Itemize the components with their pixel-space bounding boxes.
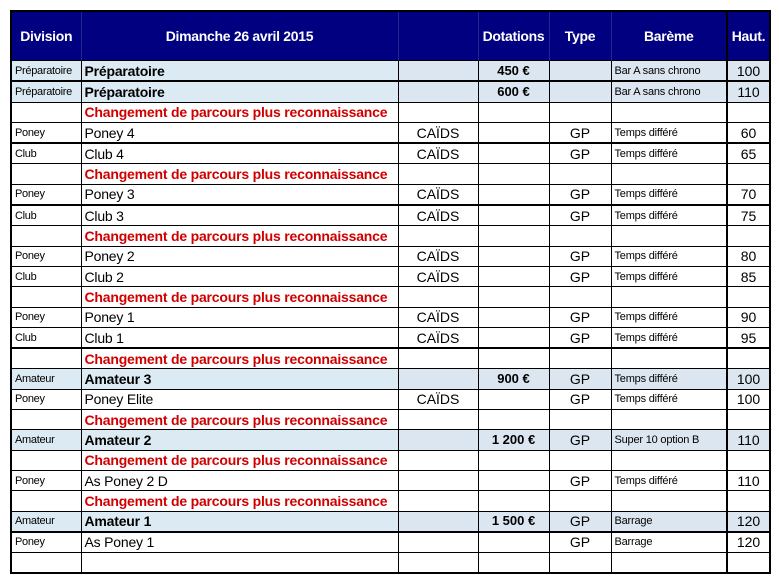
hauteur-cell: 70: [727, 184, 770, 205]
table-row: [11, 389, 770, 409]
dotation-cell: [478, 102, 549, 122]
epreuve-cell: Club 4: [81, 143, 398, 164]
hauteur-cell: 110: [727, 81, 770, 102]
division-cell: Poney: [11, 470, 81, 490]
categorie-cell: CAÏDS: [398, 122, 478, 143]
categorie-cell: CAÏDS: [398, 246, 478, 266]
type-cell: [549, 164, 611, 184]
epreuve-cell: Club 1: [81, 327, 398, 348]
dotation-cell: [478, 553, 549, 574]
hauteur-cell: 85: [727, 266, 770, 286]
hauteur-cell: 65: [727, 143, 770, 164]
division-cell: Amateur: [11, 430, 81, 450]
hauteur-cell: 60: [727, 122, 770, 143]
header-dotations: Dotations: [478, 11, 549, 61]
categorie-cell: CAÏDS: [398, 266, 478, 286]
dotation-cell: [478, 307, 549, 327]
hauteur-cell: [727, 491, 770, 511]
categorie-cell: [398, 450, 478, 470]
header-row: [11, 11, 770, 61]
dotation-cell: [478, 410, 549, 430]
type-cell: [549, 491, 611, 511]
bareme-cell: Bar A sans chrono: [611, 61, 727, 82]
schedule-table: [10, 10, 771, 574]
type-cell: [549, 553, 611, 574]
division-cell: Poney: [11, 389, 81, 409]
epreuve-cell: Changement de parcours plus reconnaissance: [81, 164, 398, 184]
course-change-row: [11, 226, 770, 246]
type-cell: GP: [549, 266, 611, 286]
dotation-cell: 1 200 €: [478, 430, 549, 450]
type-cell: [549, 287, 611, 307]
dotation-cell: [478, 226, 549, 246]
header-bareme: Barème: [611, 11, 727, 61]
bareme-cell: Temps différé: [611, 307, 727, 327]
table-row: [11, 266, 770, 286]
dotation-cell: [478, 389, 549, 409]
epreuve-cell: [81, 553, 398, 574]
hauteur-cell: [727, 410, 770, 430]
epreuve-cell: Club 2: [81, 266, 398, 286]
hauteur-cell: [727, 226, 770, 246]
division-cell: Club: [11, 143, 81, 164]
bareme-cell: Temps différé: [611, 143, 727, 164]
hauteur-cell: 100: [727, 61, 770, 82]
categorie-cell: [398, 470, 478, 490]
division-cell: [11, 491, 81, 511]
type-cell: GP: [549, 184, 611, 205]
hauteur-cell: 110: [727, 470, 770, 490]
type-cell: GP: [549, 511, 611, 532]
division-cell: [11, 287, 81, 307]
division-cell: [11, 348, 81, 369]
dotation-cell: [478, 184, 549, 205]
epreuve-cell: Poney Elite: [81, 389, 398, 409]
type-cell: GP: [549, 470, 611, 490]
type-cell: GP: [549, 532, 611, 553]
bareme-cell: Temps différé: [611, 122, 727, 143]
categorie-cell: [398, 226, 478, 246]
categorie-cell: CAÏDS: [398, 389, 478, 409]
hauteur-cell: 75: [727, 205, 770, 226]
dotation-cell: 450 €: [478, 61, 549, 82]
dotation-cell: [478, 450, 549, 470]
schedule-body: [11, 61, 770, 574]
bareme-cell: [611, 491, 727, 511]
division-cell: Préparatoire: [11, 61, 81, 82]
course-change-row: [11, 102, 770, 122]
dotation-cell: [478, 246, 549, 266]
hauteur-cell: 100: [727, 389, 770, 409]
division-cell: Poney: [11, 122, 81, 143]
epreuve-cell: Changement de parcours plus reconnaissance: [81, 410, 398, 430]
division-cell: [11, 226, 81, 246]
bareme-cell: Bar A sans chrono: [611, 81, 727, 102]
type-cell: GP: [549, 205, 611, 226]
bareme-cell: [611, 553, 727, 574]
header-haut: Haut.: [727, 11, 770, 61]
bareme-cell: Temps différé: [611, 369, 727, 389]
epreuve-cell: Club 3: [81, 205, 398, 226]
epreuve-cell: Poney 4: [81, 122, 398, 143]
division-cell: Poney: [11, 532, 81, 553]
dotation-cell: [478, 122, 549, 143]
categorie-cell: [398, 553, 478, 574]
table-row: [11, 470, 770, 490]
bareme-cell: Temps différé: [611, 389, 727, 409]
type-cell: GP: [549, 389, 611, 409]
bareme-cell: [611, 287, 727, 307]
dotation-cell: 900 €: [478, 369, 549, 389]
course-change-row: [11, 164, 770, 184]
division-cell: Club: [11, 327, 81, 348]
categorie-cell: [398, 491, 478, 511]
table-row: [11, 511, 770, 532]
table-row: [11, 205, 770, 226]
type-cell: GP: [549, 369, 611, 389]
division-cell: [11, 553, 81, 574]
epreuve-cell: Poney 1: [81, 307, 398, 327]
course-change-row: [11, 410, 770, 430]
type-cell: GP: [549, 246, 611, 266]
epreuve-cell: Amateur 3: [81, 369, 398, 389]
bareme-cell: [611, 410, 727, 430]
dotation-cell: [478, 491, 549, 511]
dotation-cell: [478, 532, 549, 553]
bareme-cell: Temps différé: [611, 184, 727, 205]
epreuve-cell: Changement de parcours plus reconnaissance: [81, 102, 398, 122]
hauteur-cell: [727, 164, 770, 184]
header-date: Dimanche 26 avril 2015: [81, 11, 398, 61]
type-cell: GP: [549, 327, 611, 348]
hauteur-cell: 100: [727, 369, 770, 389]
bareme-cell: Temps différé: [611, 327, 727, 348]
epreuve-cell: Amateur 2: [81, 430, 398, 450]
type-cell: [549, 61, 611, 82]
division-cell: [11, 410, 81, 430]
bareme-cell: [611, 226, 727, 246]
type-cell: [549, 102, 611, 122]
epreuve-cell: Poney 3: [81, 184, 398, 205]
header-type: Type: [549, 11, 611, 61]
bareme-cell: [611, 164, 727, 184]
bareme-cell: Super 10 option B: [611, 430, 727, 450]
type-cell: [549, 81, 611, 102]
course-change-row: [11, 491, 770, 511]
division-cell: Poney: [11, 184, 81, 205]
epreuve-cell: Changement de parcours plus reconnaissance: [81, 450, 398, 470]
table-row: [11, 430, 770, 450]
header-category: [398, 11, 478, 61]
header-division: Division: [11, 11, 81, 61]
hauteur-cell: 120: [727, 511, 770, 532]
table-row: [11, 81, 770, 102]
hauteur-cell: [727, 287, 770, 307]
hauteur-cell: 120: [727, 532, 770, 553]
hauteur-cell: 95: [727, 327, 770, 348]
course-change-row: [11, 450, 770, 470]
categorie-cell: CAÏDS: [398, 143, 478, 164]
categorie-cell: [398, 532, 478, 553]
categorie-cell: [398, 102, 478, 122]
division-cell: Amateur: [11, 511, 81, 532]
division-cell: [11, 450, 81, 470]
division-cell: [11, 102, 81, 122]
bareme-cell: Temps différé: [611, 246, 727, 266]
bareme-cell: Temps différé: [611, 470, 727, 490]
epreuve-cell: Changement de parcours plus reconnaissance: [81, 287, 398, 307]
epreuve-cell: Préparatoire: [81, 61, 398, 82]
hauteur-cell: [727, 348, 770, 369]
table-row: [11, 369, 770, 389]
table-row: [11, 184, 770, 205]
categorie-cell: CAÏDS: [398, 327, 478, 348]
hauteur-cell: [727, 450, 770, 470]
bareme-cell: Barrage: [611, 511, 727, 532]
epreuve-cell: Changement de parcours plus reconnaissance: [81, 348, 398, 369]
categorie-cell: CAÏDS: [398, 307, 478, 327]
dotation-cell: [478, 266, 549, 286]
epreuve-cell: Préparatoire: [81, 81, 398, 102]
division-cell: [11, 164, 81, 184]
dotation-cell: [478, 287, 549, 307]
course-change-row: [11, 287, 770, 307]
hauteur-cell: 80: [727, 246, 770, 266]
categorie-cell: CAÏDS: [398, 184, 478, 205]
bareme-cell: [611, 450, 727, 470]
categorie-cell: [398, 81, 478, 102]
dotation-cell: 600 €: [478, 81, 549, 102]
type-cell: [549, 410, 611, 430]
categorie-cell: [398, 164, 478, 184]
division-cell: Poney: [11, 307, 81, 327]
division-cell: Club: [11, 205, 81, 226]
table-row: [11, 143, 770, 164]
division-cell: Amateur: [11, 369, 81, 389]
hauteur-cell: [727, 553, 770, 574]
dotation-cell: [478, 143, 549, 164]
categorie-cell: [398, 348, 478, 369]
type-cell: GP: [549, 430, 611, 450]
type-cell: [549, 348, 611, 369]
epreuve-cell: As Poney 1: [81, 532, 398, 553]
division-cell: Club: [11, 266, 81, 286]
dotation-cell: [478, 205, 549, 226]
epreuve-cell: Changement de parcours plus reconnaissance: [81, 226, 398, 246]
categorie-cell: [398, 61, 478, 82]
epreuve-cell: Amateur 1: [81, 511, 398, 532]
categorie-cell: [398, 287, 478, 307]
table-row: [11, 327, 770, 348]
categorie-cell: [398, 430, 478, 450]
epreuve-cell: As Poney 2 D: [81, 470, 398, 490]
hauteur-cell: 110: [727, 430, 770, 450]
table-row: [11, 246, 770, 266]
dotation-cell: [478, 470, 549, 490]
bareme-cell: [611, 102, 727, 122]
type-cell: GP: [549, 307, 611, 327]
type-cell: GP: [549, 143, 611, 164]
type-cell: [549, 450, 611, 470]
categorie-cell: CAÏDS: [398, 205, 478, 226]
type-cell: GP: [549, 122, 611, 143]
table-row: [11, 61, 770, 82]
categorie-cell: [398, 511, 478, 532]
hauteur-cell: [727, 102, 770, 122]
epreuve-cell: Changement de parcours plus reconnaissance: [81, 491, 398, 511]
bareme-cell: Temps différé: [611, 266, 727, 286]
categorie-cell: [398, 369, 478, 389]
bareme-cell: [611, 348, 727, 369]
table-row: [11, 532, 770, 553]
type-cell: [549, 226, 611, 246]
course-change-row: [11, 348, 770, 369]
dotation-cell: [478, 348, 549, 369]
table-row: [11, 307, 770, 327]
division-cell: Poney: [11, 246, 81, 266]
dotation-cell: [478, 164, 549, 184]
epreuve-cell: Poney 2: [81, 246, 398, 266]
table-row: [11, 122, 770, 143]
hauteur-cell: 90: [727, 307, 770, 327]
division-cell: Préparatoire: [11, 81, 81, 102]
dotation-cell: 1 500 €: [478, 511, 549, 532]
bareme-cell: Barrage: [611, 532, 727, 553]
dotation-cell: [478, 327, 549, 348]
bareme-cell: Temps différé: [611, 205, 727, 226]
categorie-cell: [398, 410, 478, 430]
empty-row: [11, 553, 770, 574]
